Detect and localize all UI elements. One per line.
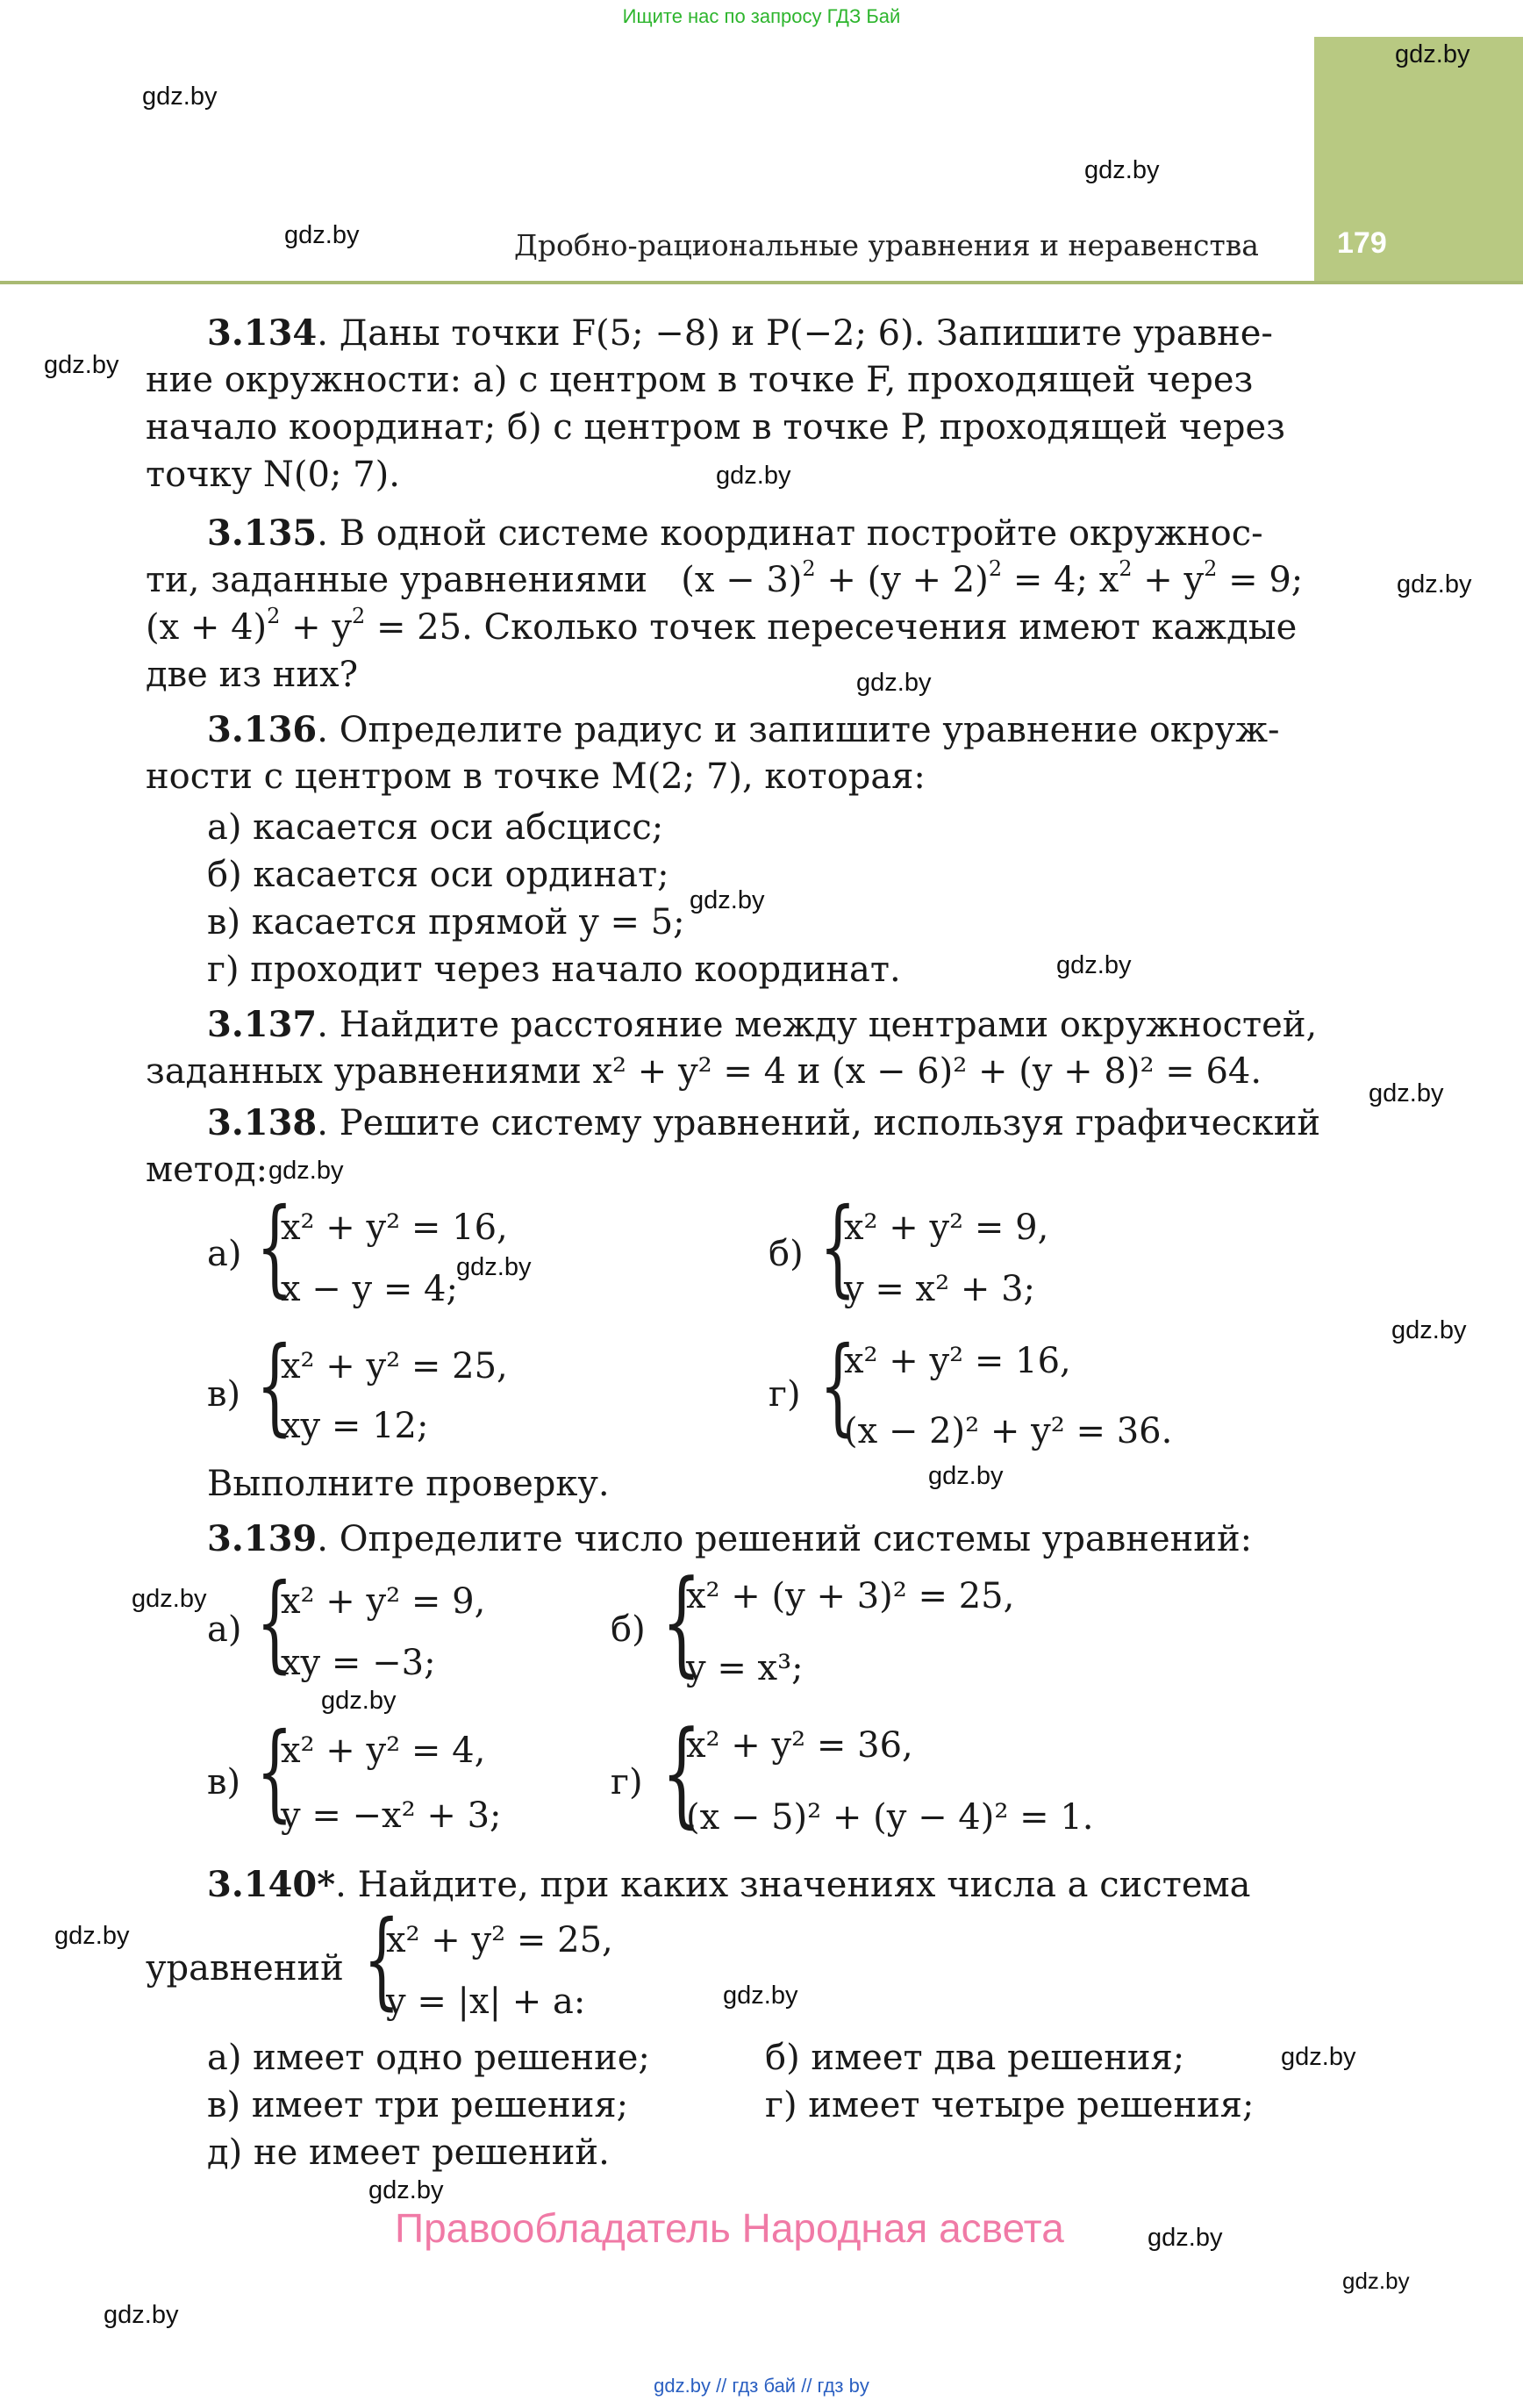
problem-3-139-line-1: 3.139. Определите число решений системы уравнений: bbox=[207, 1518, 1253, 1559]
system-c-eq-1: x² + y² = 25, bbox=[281, 1346, 508, 1387]
problem-3-136-item-a: а) касается оси абсцисс; bbox=[207, 807, 664, 848]
watermark: gdz.by bbox=[1369, 1079, 1444, 1107]
top-banner[interactable]: Ищите нас по запросу ГДЗ Бай bbox=[622, 5, 901, 27]
watermark: gdz.by bbox=[1084, 156, 1160, 184]
watermark: gdz.by bbox=[1391, 1316, 1467, 1344]
watermark: gdz.by bbox=[928, 1462, 1004, 1490]
system-brace: { bbox=[256, 1711, 293, 1833]
problem-3-140-item-c: в) имеет три решения; bbox=[207, 2085, 629, 2125]
system-d-eq-1: x² + y² = 16, bbox=[844, 1341, 1071, 1381]
watermark: gdz.by bbox=[1281, 2043, 1356, 2071]
watermark: gdz.by bbox=[716, 462, 791, 490]
system-b-eq-1: x² + (y + 3)² = 25, bbox=[686, 1576, 1015, 1616]
problem-3-135-line-2: ти, заданные уравнениями $(x - 3)^2 + (y + 2)^2 = 4$; $x^2 + y^2 = 9$; bbox=[146, 555, 1304, 600]
system-d-eq-2: (x − 5)² + (y − 4)² = 1. bbox=[686, 1797, 1094, 1838]
problem-3-140-line-2: уравнений bbox=[146, 1948, 344, 1989]
problem-3-134-line-3: начало координат; б) с центром в точке P, проходящей через bbox=[146, 407, 1285, 448]
system-d-eq-2: (x − 2)² + y² = 36. bbox=[844, 1411, 1173, 1451]
system-c-eq-2: xy = 12; bbox=[281, 1406, 429, 1446]
bottom-links[interactable]: gdz.by // гдз бай // гдз by bbox=[654, 2375, 869, 2397]
problem-3-136-item-b: б) касается оси ординат; bbox=[207, 855, 669, 895]
system-c-eq-2: y = −x² + 3; bbox=[281, 1795, 502, 1836]
page-number: 179 bbox=[1337, 226, 1387, 260]
system-eq-2: y = |x| + a: bbox=[386, 1982, 586, 2022]
system-a-eq-1: x² + y² = 16, bbox=[281, 1208, 508, 1248]
watermark: gdz.by bbox=[1342, 2268, 1410, 2294]
system-brace: { bbox=[819, 1325, 856, 1447]
watermark: gdz.by bbox=[1397, 570, 1472, 598]
problem-3-134-line-1: 3.134. Даны точки F(5; −8) и P(−2; 6). Запишите уравне- bbox=[207, 312, 1273, 354]
system-brace: { bbox=[256, 1562, 293, 1684]
problem-3-138-line-1: 3.138. Решите систему уравнений, используя графический bbox=[207, 1102, 1321, 1143]
watermark: gdz.by bbox=[284, 221, 360, 249]
problem-3-134-line-4: точку N(0; 7). bbox=[146, 455, 400, 495]
system-label-d: г) bbox=[769, 1374, 801, 1415]
problem-3-136-line-1: 3.136. Определите радиус и запишите уравнение окруж- bbox=[207, 709, 1280, 750]
system-brace: { bbox=[256, 1186, 293, 1308]
watermark: gdz.by bbox=[44, 351, 119, 379]
copyright-notice: Правообладатель Народная асвета bbox=[395, 2205, 1064, 2251]
system-brace: { bbox=[661, 1706, 702, 1839]
watermark: gdz.by bbox=[321, 1687, 397, 1715]
system-brace: { bbox=[819, 1186, 856, 1308]
watermark: gdz.by bbox=[54, 1922, 130, 1950]
system-label-b: б) bbox=[769, 1234, 804, 1274]
system-brace: { bbox=[363, 1899, 400, 2021]
system-b-eq-2: y = x³; bbox=[686, 1648, 804, 1688]
watermark: gdz.by bbox=[142, 82, 218, 111]
system-label-a: а) bbox=[207, 1234, 242, 1274]
problem-3-140-item-b: б) имеет два решения; bbox=[765, 2038, 1185, 2078]
system-label-b: б) bbox=[611, 1609, 646, 1650]
system-b-eq-2: y = x² + 3; bbox=[844, 1269, 1036, 1309]
problem-3-135-line-4: две из них? bbox=[146, 655, 359, 695]
problem-3-137-line-2: заданных уравнениями x² + y² = 4 и (x − 6)² + (y + 8)² = 64. bbox=[146, 1051, 1262, 1092]
system-label-a: а) bbox=[207, 1609, 242, 1650]
problem-3-135-line-1: 3.135. В одной системе координат постройте окружнос- bbox=[207, 512, 1263, 554]
system-brace: { bbox=[661, 1555, 702, 1688]
watermark: gdz.by bbox=[723, 1982, 798, 2010]
problem-3-136-item-d: г) проходит через начало координат. bbox=[207, 950, 901, 990]
problem-3-135-line-3: $(x + 4)^2 + y^2 = 25$. Сколько точек пересечения имеют каждые bbox=[146, 603, 1298, 648]
system-brace: { bbox=[256, 1325, 293, 1447]
watermark: gdz.by bbox=[268, 1157, 344, 1185]
watermark: gdz.by bbox=[690, 886, 765, 914]
system-c-eq-1: x² + y² = 4, bbox=[281, 1731, 486, 1771]
header-rule bbox=[0, 281, 1523, 284]
system-d-eq-1: x² + y² = 36, bbox=[686, 1725, 913, 1766]
watermark: gdz.by bbox=[1148, 2224, 1223, 2252]
system-label-c: в) bbox=[207, 1374, 241, 1415]
watermark: gdz.by bbox=[456, 1253, 532, 1281]
system-a-eq-2: xy = −3; bbox=[281, 1643, 436, 1683]
problem-3-136-item-c: в) касается прямой y = 5; bbox=[207, 902, 685, 942]
system-eq-1: x² + y² = 25, bbox=[386, 1920, 613, 1960]
system-label-c: в) bbox=[207, 1762, 241, 1802]
system-a-eq-1: x² + y² = 9, bbox=[281, 1581, 486, 1622]
system-a-eq-2: x − y = 4; bbox=[281, 1269, 458, 1309]
problem-3-138-check: Выполните проверку. bbox=[207, 1464, 610, 1504]
problem-3-134-line-2: ние окружности: а) с центром в точке F, проходящей через bbox=[146, 360, 1254, 400]
problem-3-140-item-a: а) имеет одно решение; bbox=[207, 2038, 650, 2078]
problem-3-138-line-2: метод: bbox=[146, 1150, 268, 1190]
running-title: Дробно-рациональные уравнения и неравенства bbox=[514, 228, 1259, 262]
watermark: gdz.by bbox=[1395, 40, 1470, 68]
system-label-d: г) bbox=[611, 1762, 643, 1802]
watermark: gdz.by bbox=[368, 2176, 444, 2204]
watermark: gdz.by bbox=[104, 2301, 179, 2329]
problem-3-140-line-1: 3.140*. Найдите, при каких значениях числа a система bbox=[207, 1864, 1251, 1905]
problem-3-137-line-1: 3.137. Найдите расстояние между центрами окружностей, bbox=[207, 1004, 1318, 1045]
watermark: gdz.by bbox=[132, 1585, 207, 1613]
system-b-eq-1: x² + y² = 9, bbox=[844, 1208, 1049, 1248]
watermark: gdz.by bbox=[1056, 951, 1132, 979]
problem-3-136-line-2: ности с центром в точке M(2; 7), которая: bbox=[146, 756, 926, 797]
watermark: gdz.by bbox=[856, 669, 932, 697]
problem-3-140-item-e: д) не имеет решений. bbox=[207, 2132, 610, 2173]
problem-3-140-item-d: г) имеет четыре решения; bbox=[765, 2085, 1255, 2125]
